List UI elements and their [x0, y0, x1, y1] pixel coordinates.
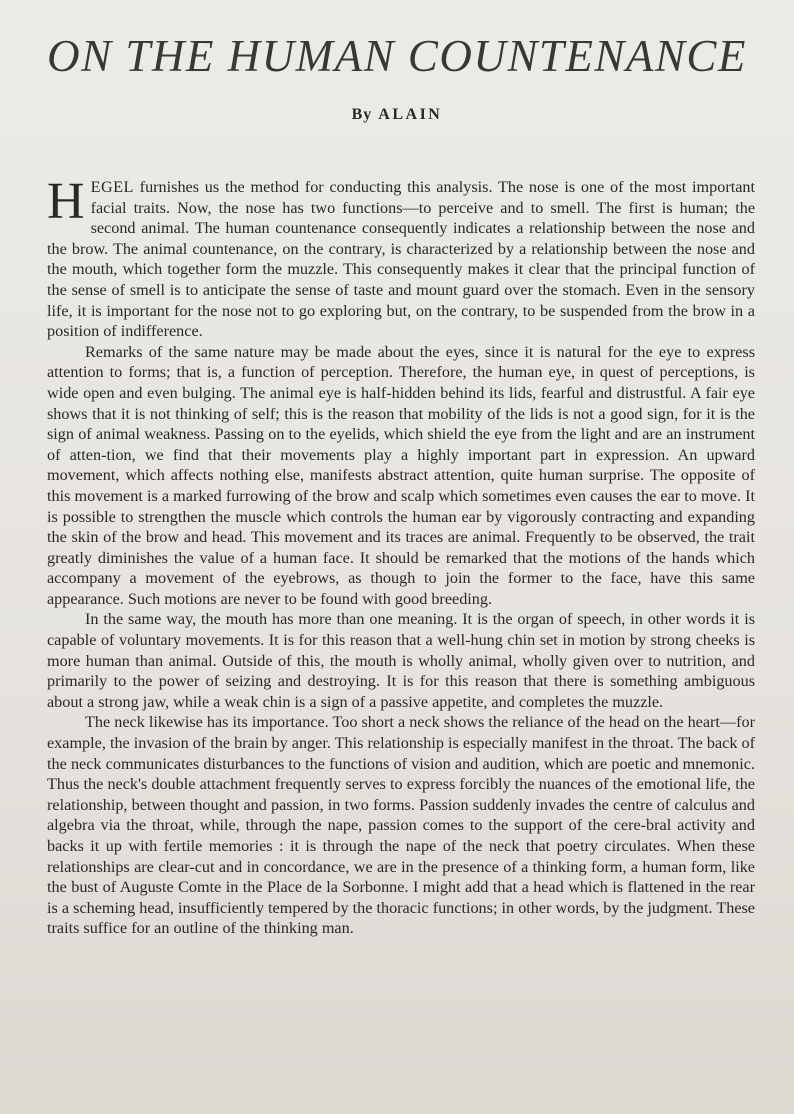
article-body: [47, 173, 755, 939]
paragraph-3: In the same way, the mouth has more than one meaning. It is the organ of speech, in other words it is capable of voluntary movements. It is for this reason that a well-hung chin set in motion by strong cheeks is more human than animal. Outside of this, the mouth is wholly animal, wholly given over to nutrition, and primarily to the power of seizing and destroying. It is for this reason that there is something ambiguous about a strong jaw, while a weak chin is a sign of a passive appetite, and completes the muzzle.: [47, 610, 755, 711]
first-word-rest: EGEL: [90, 178, 134, 196]
paragraph-4: The neck likewise has its importance. Too short a neck shows the reliance of the head on the heart—for example, the invasion of the brain by anger. This relationship is especially manifest in the throat. The back of the neck communicates disturbances to the functions of vision and audition, which are poetic and mnemonic. Thus the neck's double attachment frequently serves to express forcibly the nuances of the emotional life, the relationship, between thought and passion, in two forms. Passion suddenly invades the centre of calculus and algebra via the throat, while, through the nape, passion comes to the support of the cere-bral activity and backs it up with fertile memories : it is through the nape of the neck that poetry circulates. When these relationships are clear-cut and in concordance, we are in the presence of a thinking form, a human form, like the bust of Auguste Comte in the Place de la Sorbonne. I might add that a head which is flattened in the rear is a scheming head, insufficiently tempered by the thoracic functions; in other words, by the judgment. These traits suffice for an outline of the thinking man.: [47, 713, 755, 938]
byline-prefix: By: [351, 106, 373, 123]
author-name: ALAIN: [378, 106, 443, 123]
drop-cap: H: [47, 173, 85, 230]
paragraph-2: Remarks of the same nature may be made about the eyes, since it is natural for the eye to express attention to forms; that is, a function of perception. Therefore, the human eye, in quest of perceptions, is wide open and even bulging. The animal eye is half-hidden behind its lids, fearful and distrustful. A fair eye shows that it is not thinking of self; this is the reason that mobility of the lids is not a good sign, for it is the sign of animal weakness. Passing on to the eyelids, which shield the eye from the light and are an instrument of atten-tion, we find that their movements play a highly important part in expression. An upward movement, which affects nothing else, manifests abstract attention, quite human surprise. The opposite of this movement is a marked furrowing of the brow and scalp which sometimes even causes the ear to move. It is possible to strengthen the muscle which controls the human ear by vigorously contracting and expanding the skin of the brow and head. This movement and its traces are animal. Frequently to be observed, the trait greatly diminishes the value of a human face. It should be remarked that the motions of the hands which accompany a movement of the eyebrows, as though to join the former to the face, have this same appearance. Such motions are never to be found with good breeding.: [47, 342, 755, 608]
byline: [0, 106, 794, 124]
article-title: ON THE HUMAN COUNTENANCE: [47, 31, 747, 81]
paragraph-1-text: furnishes us the method for conducting this analysis. The nose is one of the most important facial traits. Now, the nose has two functions—to perceive and to smell. The first is human; the second animal. The human countenance consequently indicates a relationship between the nose and the brow. The animal countenance, on the contrary, is characterized by a relationship between the nose and the mouth, which together form the muzzle. This consequently makes it clear that the principal function of the sense of smell is to anticipate the sense of taste and mount guard over the stomach. Even in the sensory life, it is important for the nose not to go exploring but, on the contrary, to be suspended from the brow in a position of indifference.: [47, 178, 755, 341]
paragraph-1: [47, 173, 755, 342]
